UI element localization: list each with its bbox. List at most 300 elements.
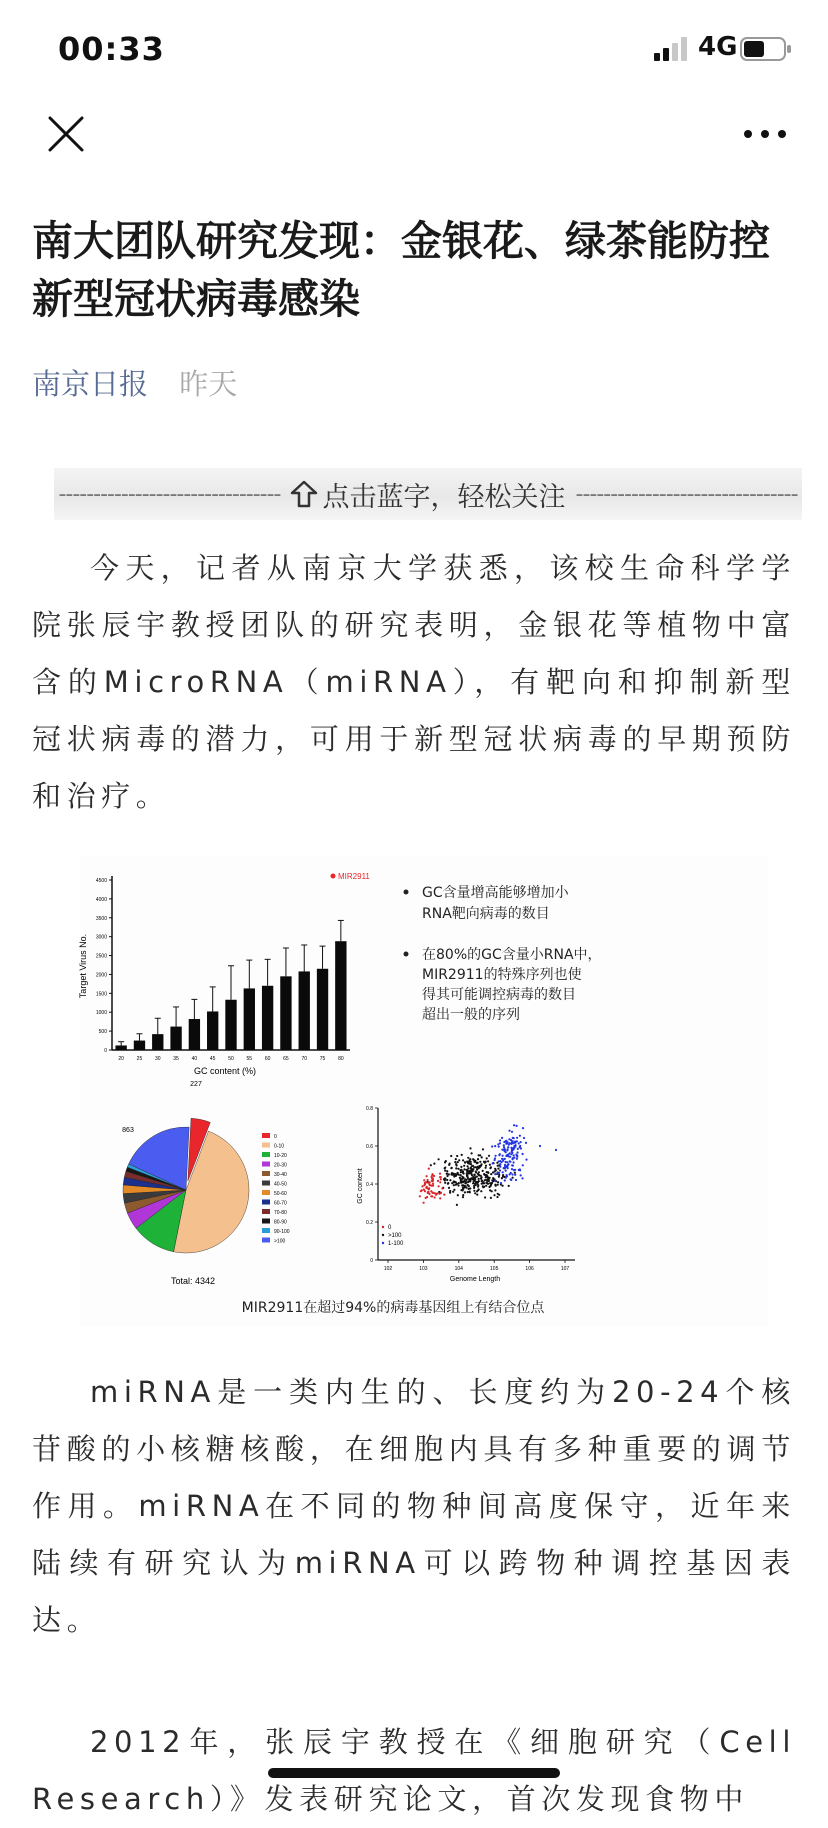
pie-legend-label: 50-60 bbox=[274, 1191, 287, 1197]
scatter-point bbox=[506, 1165, 508, 1167]
scatter-point bbox=[513, 1137, 515, 1139]
scatter-point bbox=[463, 1165, 465, 1167]
scatter-point bbox=[438, 1185, 440, 1187]
pie-legend-swatch bbox=[262, 1190, 270, 1195]
scatter-point bbox=[463, 1168, 465, 1170]
scatter-point bbox=[467, 1167, 469, 1169]
bar-xtick-label: 35 bbox=[173, 1056, 179, 1062]
bar-xtick-label: 75 bbox=[319, 1056, 326, 1062]
pie-legend-label: >100 bbox=[274, 1238, 286, 1245]
note-1-line-1: GC含量增高能够增加小 bbox=[422, 885, 569, 901]
scatter-point bbox=[497, 1193, 499, 1195]
scatter-point bbox=[446, 1179, 448, 1181]
scatter-point bbox=[494, 1173, 496, 1175]
scatter-point bbox=[475, 1171, 477, 1173]
scatter-point bbox=[481, 1183, 483, 1185]
scatter-point bbox=[472, 1178, 474, 1180]
scatter-point bbox=[428, 1183, 430, 1185]
scatter-point bbox=[508, 1130, 510, 1132]
scatter-point bbox=[520, 1141, 522, 1143]
scatter-point bbox=[516, 1140, 518, 1142]
scatter-point bbox=[423, 1179, 425, 1181]
scatter-point bbox=[494, 1168, 496, 1170]
battery-icon bbox=[740, 36, 792, 62]
scatter-point bbox=[507, 1148, 509, 1150]
scatter-point bbox=[520, 1174, 522, 1176]
scatter-xtick-label: 107 bbox=[560, 1266, 570, 1272]
bar-ytick-label: 4000 bbox=[95, 896, 107, 903]
scatter-point bbox=[516, 1137, 518, 1139]
bar-chart-xlabel: GC content (%) bbox=[193, 1066, 257, 1076]
scatter-point bbox=[511, 1168, 513, 1170]
scatter-point bbox=[426, 1196, 428, 1198]
scatter-point bbox=[457, 1168, 459, 1170]
bar bbox=[152, 1034, 163, 1050]
scatter-point bbox=[511, 1152, 513, 1154]
scatter-point bbox=[480, 1190, 482, 1192]
scatter-point bbox=[507, 1155, 509, 1157]
scatter-point bbox=[501, 1137, 503, 1139]
bar-ytick-label: 1500 bbox=[95, 991, 107, 998]
pie-legend-label: 80-90 bbox=[274, 1219, 287, 1226]
scatter-point bbox=[469, 1178, 471, 1180]
figure-canvas bbox=[80, 856, 768, 1326]
scatter-point bbox=[457, 1161, 459, 1163]
scatter-point bbox=[503, 1167, 505, 1169]
scatter-point bbox=[474, 1192, 476, 1194]
scatter-point bbox=[516, 1155, 518, 1157]
scatter-point bbox=[503, 1141, 505, 1143]
follow-banner[interactable] bbox=[54, 468, 802, 520]
bar-ytick-label: 2000 bbox=[95, 972, 107, 979]
scatter-point bbox=[500, 1182, 502, 1184]
scatter-point bbox=[462, 1159, 464, 1161]
scatter-point bbox=[429, 1181, 431, 1183]
scatter-point bbox=[483, 1182, 485, 1184]
article-figure bbox=[80, 856, 768, 1326]
bar-xtick-label: 40 bbox=[191, 1056, 198, 1062]
scatter-point bbox=[481, 1180, 483, 1182]
bullet-dot bbox=[404, 890, 409, 895]
scatter-point bbox=[452, 1191, 454, 1193]
pie-left-label: 863 bbox=[122, 1127, 134, 1134]
signal-icon bbox=[652, 36, 692, 62]
scatter-point bbox=[468, 1188, 470, 1190]
scatter-point bbox=[525, 1159, 527, 1161]
scatter-point bbox=[464, 1161, 466, 1163]
scatter-ytick-label: 0 bbox=[370, 1258, 373, 1264]
scatter-point bbox=[486, 1157, 488, 1159]
scatter-point bbox=[502, 1155, 504, 1157]
scatter-point bbox=[444, 1161, 446, 1163]
article-paragraph: miRNA是一类内生的、长度约为20-24个核苷酸的小核糖核酸，在细胞内具有多种重要的调节作用。miRNA在不同的物种间高度保守，近年来陆续有研究认为miRNA可以跨物种调控基因表达。 bbox=[32, 1375, 796, 1637]
scatter-point bbox=[502, 1160, 504, 1162]
bar-xtick-label: 30 bbox=[154, 1056, 161, 1062]
scatter-point bbox=[462, 1177, 464, 1179]
scatter-point bbox=[476, 1169, 478, 1171]
scatter-ytick-label: 0.2 bbox=[366, 1220, 373, 1226]
pie-chart bbox=[122, 1081, 290, 1286]
note-1-line-2: RNA靶向病毒的数目 bbox=[422, 906, 550, 922]
article-paragraph: 2012年，张辰宇教授在《细胞研究（Cell Research）》发表研究论文，首次发现食物中 bbox=[32, 1725, 796, 1816]
scatter-point bbox=[513, 1124, 515, 1126]
scatter-point bbox=[440, 1178, 442, 1180]
scatter-point bbox=[555, 1149, 557, 1151]
scatter-point bbox=[513, 1161, 515, 1163]
scatter-ytick-label: 0.6 bbox=[366, 1144, 373, 1150]
scatter-point bbox=[472, 1182, 474, 1184]
scatter-point bbox=[462, 1194, 464, 1196]
scatter-point bbox=[503, 1144, 505, 1146]
scatter-point bbox=[467, 1191, 469, 1193]
scatter-point bbox=[494, 1145, 496, 1147]
scatter-point bbox=[496, 1196, 498, 1198]
scatter-point bbox=[493, 1194, 495, 1196]
scatter-point bbox=[465, 1182, 467, 1184]
bar-ytick-label: 500 bbox=[98, 1029, 107, 1036]
scatter-point bbox=[525, 1142, 527, 1144]
scatter-point bbox=[482, 1148, 484, 1150]
scatter-point bbox=[468, 1159, 470, 1161]
bar bbox=[299, 971, 310, 1050]
pie-legend-swatch bbox=[262, 1238, 270, 1243]
scatter-point bbox=[478, 1171, 480, 1173]
scatter-point bbox=[490, 1166, 492, 1168]
scatter-point bbox=[513, 1169, 515, 1171]
scatter-point bbox=[519, 1145, 521, 1147]
scatter-point bbox=[427, 1187, 429, 1189]
bar-ytick-label: 1000 bbox=[95, 1010, 107, 1017]
scatter-point bbox=[511, 1131, 513, 1133]
scatter-point bbox=[456, 1155, 458, 1157]
article-meta bbox=[32, 362, 237, 403]
scatter-point bbox=[509, 1173, 511, 1175]
scatter-point bbox=[475, 1181, 477, 1183]
scatter-point bbox=[451, 1172, 453, 1174]
bar-xtick-label: 25 bbox=[136, 1056, 143, 1062]
scatter-point bbox=[458, 1182, 460, 1184]
scatter-point bbox=[482, 1186, 484, 1188]
bar-xtick-label: 65 bbox=[283, 1056, 289, 1062]
scatter-point bbox=[499, 1142, 501, 1144]
bar bbox=[244, 988, 255, 1050]
scatter-point bbox=[505, 1140, 507, 1142]
scatter-point bbox=[519, 1135, 521, 1137]
pie-legend-swatch bbox=[262, 1171, 270, 1176]
scatter-point bbox=[430, 1195, 432, 1197]
scatter-point bbox=[432, 1183, 434, 1185]
scatter-point bbox=[487, 1172, 489, 1174]
scatter-point bbox=[494, 1184, 496, 1186]
scatter-point bbox=[455, 1184, 457, 1186]
scatter-point bbox=[457, 1184, 459, 1186]
scatter-point bbox=[459, 1169, 461, 1171]
scatter-point bbox=[513, 1157, 515, 1159]
pie-legend-swatch bbox=[262, 1219, 270, 1224]
scatter-point bbox=[432, 1185, 434, 1187]
status-bar bbox=[0, 0, 828, 100]
scatter-point bbox=[502, 1185, 504, 1187]
scatter-point bbox=[454, 1161, 456, 1163]
scatter-point bbox=[516, 1158, 518, 1160]
scatter-point bbox=[480, 1163, 482, 1165]
scatter-point bbox=[481, 1176, 483, 1178]
pie-legend-label: 40-50 bbox=[274, 1181, 287, 1188]
scatter-point bbox=[437, 1180, 439, 1182]
scatter-point bbox=[490, 1197, 492, 1199]
scatter-point bbox=[488, 1155, 490, 1157]
pie-legend-label: 0 bbox=[274, 1134, 277, 1140]
scatter-point bbox=[444, 1177, 446, 1179]
bullet-dot bbox=[404, 952, 409, 957]
scatter-xtick-label: 102 bbox=[383, 1266, 393, 1272]
bar-xtick-label: 50 bbox=[228, 1056, 234, 1062]
scatter-point bbox=[512, 1158, 514, 1160]
bar-ytick-label: 3500 bbox=[95, 915, 107, 922]
scatter-point bbox=[503, 1146, 505, 1148]
scatter-point bbox=[473, 1180, 475, 1182]
scatter-point bbox=[456, 1204, 458, 1206]
pie-legend-label: 10-20 bbox=[274, 1153, 287, 1159]
scatter-point bbox=[490, 1173, 492, 1175]
pie-legend-swatch bbox=[262, 1143, 270, 1148]
scatter-point bbox=[459, 1177, 461, 1179]
scatter-point bbox=[491, 1145, 493, 1147]
more-icon[interactable] bbox=[740, 112, 790, 156]
scatter-point bbox=[499, 1166, 501, 1168]
scatter-point bbox=[485, 1185, 487, 1187]
pie-legend-label: 90-100 bbox=[274, 1229, 290, 1235]
pie-legend-swatch bbox=[262, 1162, 270, 1167]
scatter-point bbox=[495, 1155, 497, 1157]
scatter-point bbox=[501, 1177, 503, 1179]
scatter-point bbox=[512, 1165, 514, 1167]
scatter-point bbox=[523, 1137, 525, 1139]
scatter-point bbox=[466, 1175, 468, 1177]
scatter-point bbox=[515, 1179, 517, 1181]
scatter-point bbox=[504, 1158, 506, 1160]
scatter-point bbox=[472, 1158, 474, 1160]
scatter-point bbox=[473, 1190, 475, 1192]
dashed-divider-right: -------------------------------- bbox=[575, 481, 798, 507]
pie-legend-label: 20-30 bbox=[274, 1162, 287, 1169]
scatter-point bbox=[507, 1163, 509, 1165]
bar bbox=[317, 969, 328, 1050]
scatter-legend-marker bbox=[382, 1234, 384, 1236]
bar-legend-marker bbox=[331, 874, 336, 879]
bar-xtick-label: 55 bbox=[246, 1056, 253, 1062]
scatter-xlabel: Genome Length bbox=[449, 1276, 501, 1283]
figure-caption: MIR2911在超过94%的病毒基因组上有结合位点 bbox=[241, 1300, 545, 1316]
scatter-point bbox=[446, 1175, 448, 1177]
bar-xtick-label: 20 bbox=[118, 1056, 124, 1062]
scatter-point bbox=[471, 1152, 473, 1154]
scatter-xtick-label: 105 bbox=[490, 1266, 499, 1272]
pie-total-label: Total: 4342 bbox=[170, 1276, 216, 1286]
scatter-point bbox=[492, 1177, 494, 1179]
scatter-point bbox=[458, 1159, 460, 1161]
scatter-point bbox=[455, 1158, 457, 1160]
scatter-point bbox=[482, 1170, 484, 1172]
bar bbox=[335, 941, 346, 1050]
scatter-point bbox=[460, 1166, 462, 1168]
pie-legend-swatch bbox=[262, 1209, 270, 1214]
scatter-point bbox=[512, 1177, 514, 1179]
scatter-point bbox=[470, 1173, 472, 1175]
scatter-point bbox=[433, 1163, 435, 1165]
scatter-point bbox=[485, 1182, 487, 1184]
bar-ytick-label: 2500 bbox=[95, 953, 107, 960]
scatter-point bbox=[516, 1125, 518, 1127]
bar-chart-ylabel: Target Virus No. bbox=[78, 933, 88, 999]
scatter-point bbox=[484, 1179, 486, 1181]
scatter-point bbox=[504, 1150, 506, 1152]
scatter-point bbox=[514, 1174, 516, 1176]
scatter-point bbox=[426, 1175, 428, 1177]
scatter-point bbox=[430, 1190, 432, 1192]
scatter-point bbox=[517, 1148, 519, 1150]
scatter-point bbox=[469, 1180, 471, 1182]
scatter-point bbox=[477, 1166, 479, 1168]
scatter-point bbox=[484, 1162, 486, 1164]
article-date: 昨天 bbox=[179, 367, 238, 401]
article-source-link[interactable]: 南京日报 bbox=[32, 367, 149, 401]
scatter-point bbox=[484, 1196, 486, 1198]
scatter-point bbox=[512, 1173, 514, 1175]
pie-top-label: 227 bbox=[190, 1081, 202, 1088]
scatter-point bbox=[446, 1170, 448, 1172]
scatter-point bbox=[460, 1181, 462, 1183]
scatter-point bbox=[508, 1185, 510, 1187]
scatter-point bbox=[435, 1193, 437, 1195]
bar bbox=[225, 1000, 236, 1050]
scatter-point bbox=[489, 1164, 491, 1166]
scatter-point bbox=[441, 1187, 443, 1189]
scatter-point bbox=[497, 1168, 499, 1170]
scatter-point bbox=[464, 1191, 466, 1193]
scatter-point bbox=[449, 1179, 451, 1181]
pie-legend-swatch bbox=[262, 1133, 270, 1138]
scatter-point bbox=[456, 1164, 458, 1166]
scatter-legend-label: 0 bbox=[388, 1225, 392, 1231]
scatter-point bbox=[451, 1182, 453, 1184]
scatter-point bbox=[488, 1186, 490, 1188]
scatter-point bbox=[444, 1170, 446, 1172]
scatter-legend-label: 1-100 bbox=[388, 1241, 404, 1247]
bar bbox=[134, 1041, 145, 1050]
scatter-point bbox=[467, 1184, 469, 1186]
scatter-point bbox=[447, 1182, 449, 1184]
scatter-ylabel: GC content bbox=[357, 1168, 364, 1204]
scatter-point bbox=[462, 1171, 464, 1173]
scatter-point bbox=[474, 1174, 476, 1176]
pie-legend-label: 70-80 bbox=[274, 1210, 287, 1216]
scatter-point bbox=[498, 1160, 500, 1162]
pie-legend-swatch bbox=[262, 1228, 270, 1233]
scatter-point bbox=[461, 1184, 463, 1186]
scatter-point bbox=[494, 1180, 496, 1182]
scatter-point bbox=[521, 1177, 523, 1179]
scatter-point bbox=[428, 1168, 430, 1170]
scatter-point bbox=[450, 1155, 452, 1157]
scatter-point bbox=[461, 1154, 463, 1156]
scatter-point bbox=[423, 1202, 425, 1204]
bar-xtick-label: 60 bbox=[264, 1056, 271, 1062]
bar-xtick-label: 80 bbox=[338, 1056, 344, 1062]
scatter-point bbox=[505, 1170, 507, 1172]
home-indicator[interactable] bbox=[268, 1768, 560, 1778]
scatter-xtick-label: 106 bbox=[525, 1266, 534, 1272]
scatter-point bbox=[455, 1167, 457, 1169]
bar bbox=[262, 986, 273, 1050]
scatter-xtick-label: 103 bbox=[419, 1266, 428, 1272]
scatter-point bbox=[518, 1169, 520, 1171]
scatter-point bbox=[469, 1170, 471, 1172]
scatter-point bbox=[465, 1187, 467, 1189]
scatter-point bbox=[469, 1191, 471, 1193]
scatter-point bbox=[448, 1187, 450, 1189]
scatter-point bbox=[497, 1165, 499, 1167]
scatter-point bbox=[479, 1161, 481, 1163]
pie-legend-label: 60-70 bbox=[274, 1200, 287, 1207]
scatter-point bbox=[510, 1179, 512, 1181]
scatter-point bbox=[489, 1189, 491, 1191]
scatter-point bbox=[520, 1147, 522, 1149]
scatter-point bbox=[440, 1192, 442, 1194]
scatter-point bbox=[509, 1161, 511, 1163]
scatter-point bbox=[455, 1173, 457, 1175]
scatter-point bbox=[502, 1171, 504, 1173]
article-title: 南大团队研究发现：金银花、绿茶能防控新型冠状病毒感染 bbox=[32, 217, 770, 323]
pie-legend-swatch bbox=[262, 1181, 270, 1186]
bar bbox=[207, 1011, 218, 1050]
scatter-point bbox=[439, 1181, 441, 1183]
scatter-point bbox=[446, 1173, 448, 1175]
scatter-point bbox=[420, 1190, 422, 1192]
scatter-point bbox=[489, 1177, 491, 1179]
scatter-point bbox=[448, 1164, 450, 1166]
scatter-point bbox=[453, 1184, 455, 1186]
scatter-point bbox=[498, 1172, 500, 1174]
scatter-point bbox=[494, 1157, 496, 1159]
scatter-point bbox=[473, 1187, 475, 1189]
scatter-point bbox=[450, 1167, 452, 1169]
scatter-point bbox=[499, 1169, 501, 1171]
scatter-point bbox=[444, 1182, 446, 1184]
scatter-point bbox=[476, 1194, 478, 1196]
scatter-point bbox=[499, 1163, 501, 1165]
scatter-point bbox=[499, 1153, 501, 1155]
bar-ytick-label: 0 bbox=[104, 1048, 107, 1054]
close-icon[interactable] bbox=[44, 112, 88, 156]
scatter-point bbox=[481, 1156, 483, 1158]
bar-ytick-label: 3000 bbox=[95, 934, 107, 941]
scatter-point bbox=[517, 1151, 519, 1153]
scatter-legend-marker bbox=[382, 1242, 384, 1244]
scatter-point bbox=[459, 1174, 461, 1176]
scatter-point bbox=[507, 1146, 509, 1148]
scatter-point bbox=[494, 1189, 496, 1191]
scatter-point bbox=[476, 1190, 478, 1192]
scatter-point bbox=[457, 1194, 459, 1196]
scatter-point bbox=[518, 1142, 520, 1144]
scatter-point bbox=[499, 1139, 501, 1141]
scatter-point bbox=[479, 1154, 481, 1156]
scatter-point bbox=[475, 1184, 477, 1186]
scatter-ytick-label: 0.4 bbox=[366, 1182, 373, 1188]
arrow-up-icon bbox=[289, 479, 319, 509]
scatter-point bbox=[502, 1174, 504, 1176]
